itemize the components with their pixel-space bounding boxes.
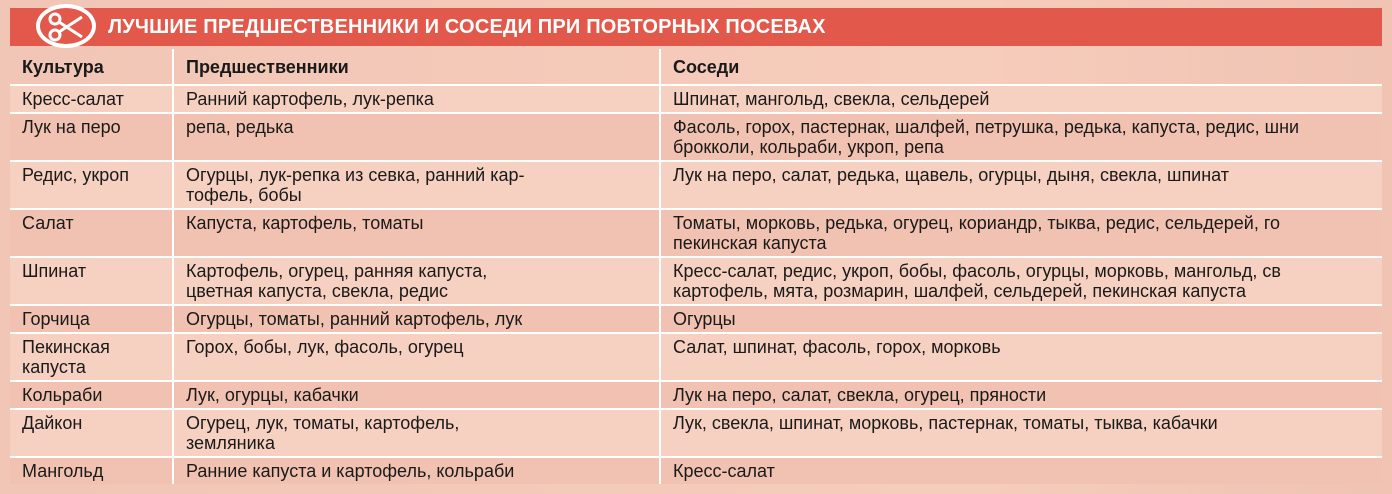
cell-crop: Пекинская капуста [10, 333, 173, 381]
column-header-predecessors: Предшественники [173, 49, 660, 85]
neighbors-line: Шпинат, мангольд, свекла, сельдерей [673, 89, 990, 109]
cell-crop: Лук на перо [10, 113, 173, 161]
neighbors-line: Томаты, морковь, редька, огурец, кориандр, тыква, редис, сельдерей, го [673, 213, 1280, 233]
table-row [10, 113, 1382, 161]
table-row [10, 257, 1382, 305]
neighbors-line: Лук, свекла, шпинат, морковь, пастернак, томаты, тыква, кабачки [673, 413, 1218, 433]
table-row [10, 305, 1382, 333]
table-container [10, 49, 1382, 489]
cell-crop: Дайкон [10, 409, 173, 457]
cell-predecessors: Картофель, огурец, ранняя капуста, цветная капуста, свекла, редис [173, 257, 660, 305]
cell-crop: Шпинат [10, 257, 173, 305]
column-header-crop: Культура [10, 49, 173, 85]
cell-predecessors: Ранние капуста и картофель, кольраби [173, 457, 660, 484]
neighbors-line: брокколи, кольраби, укроп, репа [673, 137, 944, 157]
scissors-icon [36, 4, 96, 48]
cell-predecessors: Огурцы, томаты, ранний картофель, лук [173, 305, 660, 333]
cell-neighbors [660, 113, 1382, 161]
table-row [10, 209, 1382, 257]
neighbors-line: Фасоль, горох, пастернак, шалфей, петрушка, редька, капуста, редис, шни [673, 117, 1300, 137]
crop-table [10, 49, 1382, 484]
page-title: ЛУЧШИЕ ПРЕДШЕСТВЕННИКИ И СОСЕДИ ПРИ ПОВТОРНЫХ ПОСЕВАХ [108, 16, 826, 38]
cell-predecessors: Огурец, лук, томаты, картофель, земляника [173, 409, 660, 457]
neighbors-line: картофель, мята, розмарин, шалфей, сельдерей, пекинская капуста [673, 281, 1246, 301]
neighbors-line: Кресс-салат [673, 461, 775, 481]
neighbors-line: пекинская капуста [673, 233, 827, 253]
neighbors-line: Салат, шпинат, фасоль, горох, морковь [673, 337, 1001, 357]
cell-neighbors [660, 161, 1382, 209]
cell-predecessors: Ранний картофель, лук-репка [173, 85, 660, 113]
cell-crop: Мангольд [10, 457, 173, 484]
table-row [10, 161, 1382, 209]
table-row [10, 457, 1382, 484]
cell-neighbors [660, 305, 1382, 333]
cell-predecessors: Капуста, картофель, томаты [173, 209, 660, 257]
cell-neighbors [660, 85, 1382, 113]
cell-predecessors: Горох, бобы, лук, фасоль, огурец [173, 333, 660, 381]
neighbors-line: Огурцы [673, 309, 736, 329]
table-row [10, 333, 1382, 381]
cell-neighbors [660, 457, 1382, 484]
cell-crop: Кресс-салат [10, 85, 173, 113]
cell-neighbors [660, 409, 1382, 457]
cell-crop: Кольраби [10, 381, 173, 409]
table-header-row [10, 49, 1382, 85]
neighbors-line: Кресс-салат, редис, укроп, бобы, фасоль, огурцы, морковь, мангольд, св [673, 261, 1281, 281]
cell-neighbors [660, 209, 1382, 257]
column-header-neighbors: Соседи [660, 49, 1382, 85]
cell-neighbors [660, 333, 1382, 381]
cell-neighbors [660, 381, 1382, 409]
cell-predecessors: Огурцы, лук-репка из севка, ранний кар- тофель, бобы [173, 161, 660, 209]
neighbors-line: Лук на перо, салат, редька, щавель, огурцы, дыня, свекла, шпинат [673, 165, 1230, 185]
header-banner [10, 8, 1382, 46]
cell-neighbors [660, 257, 1382, 305]
cell-crop: Редис, укроп [10, 161, 173, 209]
table-row [10, 85, 1382, 113]
cell-crop: Горчица [10, 305, 173, 333]
cell-crop: Салат [10, 209, 173, 257]
cell-predecessors: Лук, огурцы, кабачки [173, 381, 660, 409]
table-row [10, 409, 1382, 457]
table-row [10, 381, 1382, 409]
cell-predecessors: репа, редька [173, 113, 660, 161]
neighbors-line: Лук на перо, салат, свекла, огурец, пряности [673, 385, 1047, 405]
